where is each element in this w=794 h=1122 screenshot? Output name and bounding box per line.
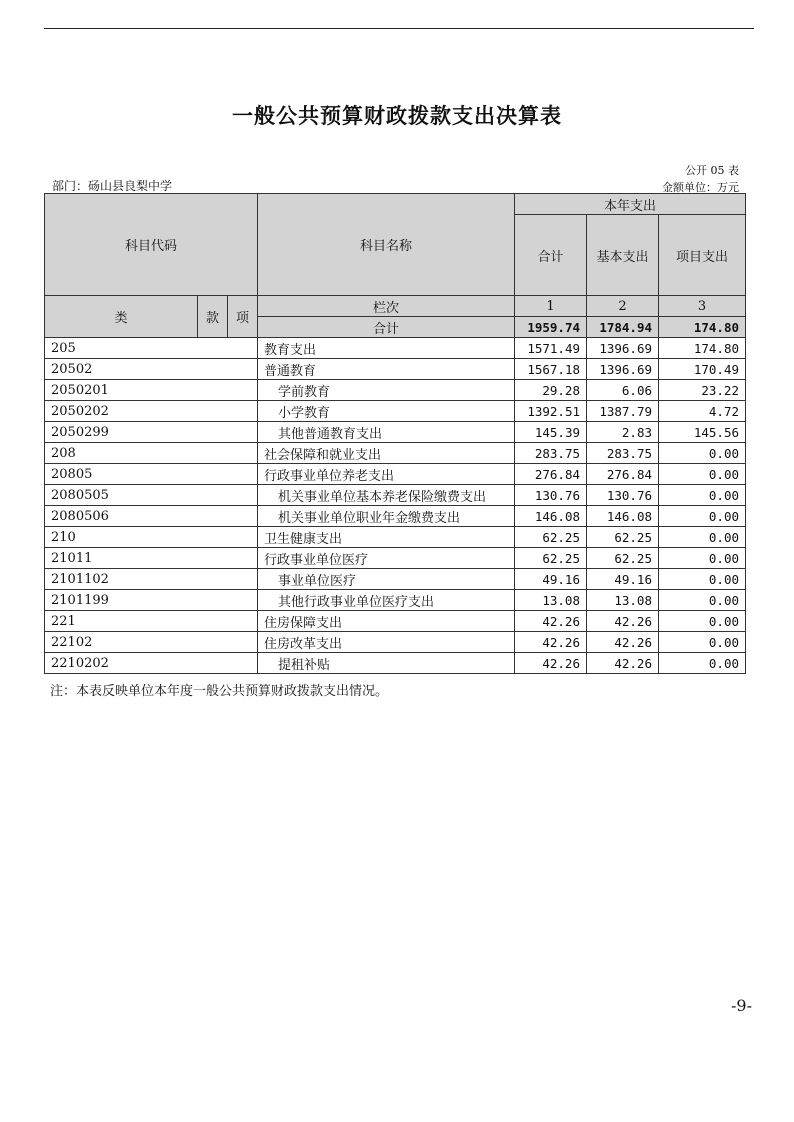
table-row (45, 359, 746, 380)
row-total: 49.16 (515, 569, 587, 590)
row-total: 283.75 (515, 443, 587, 464)
row-basic: 49.16 (587, 569, 659, 590)
row-total: 13.08 (515, 590, 587, 611)
header-kuan: 款 (198, 296, 228, 338)
row-project: 0.00 (659, 506, 746, 527)
row-subject-name: 提租补贴 (258, 653, 515, 674)
row-subject-name: 其他行政事业单位医疗支出 (258, 590, 515, 611)
column-no-1: 1 (515, 296, 587, 317)
row-basic: 276.84 (587, 464, 659, 485)
table-row (45, 464, 746, 485)
row-subject-name: 社会保障和就业支出 (258, 443, 515, 464)
row-total: 1567.18 (515, 359, 587, 380)
row-code: 21011 (45, 548, 258, 569)
header-column-number: 栏次 (258, 296, 515, 317)
row-subject-name: 卫生健康支出 (258, 527, 515, 548)
row-code: 22102 (45, 632, 258, 653)
column-no-2: 2 (587, 296, 659, 317)
row-code: 208 (45, 443, 258, 464)
row-project: 0.00 (659, 464, 746, 485)
row-code: 20502 (45, 359, 258, 380)
row-basic: 146.08 (587, 506, 659, 527)
row-project: 170.49 (659, 359, 746, 380)
row-subject-name: 机关事业单位基本养老保险缴费支出 (258, 485, 515, 506)
row-total: 145.39 (515, 422, 587, 443)
header-project-expense: 项目支出 (659, 215, 746, 296)
amount-unit-label: 金额单位：万元 (662, 181, 739, 194)
sum-basic: 1784.94 (587, 317, 659, 338)
row-basic: 6.06 (587, 380, 659, 401)
table-row (45, 485, 746, 506)
row-code: 210 (45, 527, 258, 548)
row-subject-name: 行政事业单位养老支出 (258, 464, 515, 485)
row-basic: 283.75 (587, 443, 659, 464)
page-number: -9- (731, 996, 752, 1015)
row-total: 62.25 (515, 548, 587, 569)
row-project: 0.00 (659, 527, 746, 548)
row-basic: 1396.69 (587, 338, 659, 359)
table-row (45, 611, 746, 632)
table-row (45, 443, 746, 464)
row-total: 1392.51 (515, 401, 587, 422)
table-row (45, 632, 746, 653)
row-code: 205 (45, 338, 258, 359)
row-total: 130.76 (515, 485, 587, 506)
table-row (45, 422, 746, 443)
row-project: 174.80 (659, 338, 746, 359)
row-project: 23.22 (659, 380, 746, 401)
header-subject-name: 科目名称 (258, 194, 515, 296)
sum-total: 1959.74 (515, 317, 587, 338)
row-code: 20805 (45, 464, 258, 485)
row-basic: 42.26 (587, 632, 659, 653)
row-subject-name: 住房改革支出 (258, 632, 515, 653)
table-row (45, 401, 746, 422)
row-total: 42.26 (515, 653, 587, 674)
row-subject-name: 事业单位医疗 (258, 569, 515, 590)
table-row (45, 653, 746, 674)
table-row (45, 380, 746, 401)
row-basic: 130.76 (587, 485, 659, 506)
row-basic: 62.25 (587, 527, 659, 548)
row-total: 29.28 (515, 380, 587, 401)
header-xiang: 项 (228, 296, 258, 338)
row-code: 2050299 (45, 422, 258, 443)
row-subject-name: 普通教育 (258, 359, 515, 380)
department-label: 部门：砀山县良梨中学 (52, 179, 173, 193)
column-no-3: 3 (659, 296, 746, 317)
row-basic: 42.26 (587, 611, 659, 632)
top-rule (44, 28, 754, 29)
row-basic: 62.25 (587, 548, 659, 569)
row-subject-name: 教育支出 (258, 338, 515, 359)
header-subject-code: 科目代码 (45, 194, 258, 296)
page-title: 一般公共预算财政拨款支出决算表 (232, 104, 562, 128)
row-basic: 2.83 (587, 422, 659, 443)
sum-project: 174.80 (659, 317, 746, 338)
row-code: 2210202 (45, 653, 258, 674)
table-row (45, 506, 746, 527)
header-basic-expense: 基本支出 (587, 215, 659, 296)
header-total: 合计 (515, 215, 587, 296)
row-total: 1571.49 (515, 338, 587, 359)
row-code: 2050202 (45, 401, 258, 422)
row-total: 62.25 (515, 527, 587, 548)
row-code: 2101199 (45, 590, 258, 611)
row-code: 2080506 (45, 506, 258, 527)
table-row (45, 338, 746, 359)
row-project: 0.00 (659, 632, 746, 653)
budget-expense-table (44, 193, 746, 674)
row-subject-name: 机关事业单位职业年金缴费支出 (258, 506, 515, 527)
row-code: 2050201 (45, 380, 258, 401)
row-code: 2080505 (45, 485, 258, 506)
header-year-expense: 本年支出 (515, 194, 746, 215)
form-number: 公开 05 表 (685, 164, 739, 177)
table-row (45, 590, 746, 611)
row-subject-name: 住房保障支出 (258, 611, 515, 632)
row-project: 0.00 (659, 590, 746, 611)
row-total: 146.08 (515, 506, 587, 527)
table-note: 注：本表反映单位本年度一般公共预算财政拨款支出情况。 (50, 684, 389, 699)
row-project: 0.00 (659, 443, 746, 464)
row-project: 0.00 (659, 653, 746, 674)
row-code: 221 (45, 611, 258, 632)
header-lei: 类 (45, 296, 198, 338)
row-subject-name: 行政事业单位医疗 (258, 548, 515, 569)
row-subject-name: 小学教育 (258, 401, 515, 422)
row-project: 0.00 (659, 611, 746, 632)
table-row (45, 548, 746, 569)
row-project: 4.72 (659, 401, 746, 422)
row-project: 145.56 (659, 422, 746, 443)
row-project: 0.00 (659, 485, 746, 506)
row-basic: 42.26 (587, 653, 659, 674)
row-total: 42.26 (515, 632, 587, 653)
sum-row-label: 合计 (258, 317, 515, 338)
row-subject-name: 其他普通教育支出 (258, 422, 515, 443)
table-row (45, 527, 746, 548)
row-subject-name: 学前教育 (258, 380, 515, 401)
row-project: 0.00 (659, 548, 746, 569)
row-project: 0.00 (659, 569, 746, 590)
row-basic: 1387.79 (587, 401, 659, 422)
table-row (45, 569, 746, 590)
row-total: 42.26 (515, 611, 587, 632)
row-basic: 13.08 (587, 590, 659, 611)
row-code: 2101102 (45, 569, 258, 590)
row-basic: 1396.69 (587, 359, 659, 380)
row-total: 276.84 (515, 464, 587, 485)
